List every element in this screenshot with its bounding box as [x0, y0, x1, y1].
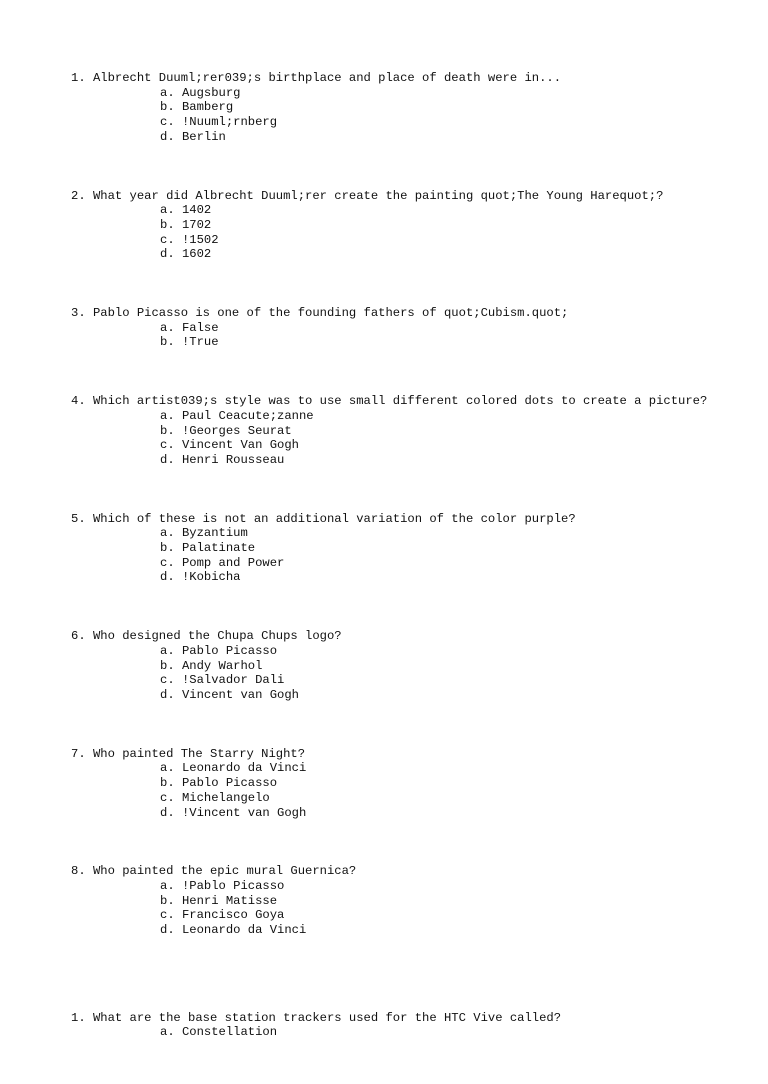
answer-option: d. Henri Rousseau — [160, 452, 285, 467]
question-text: 1. Albrecht Duuml;rer039;s birthplace and place of death were in... — [71, 71, 562, 85]
section-spacer — [71, 982, 711, 1011]
answer-option: c. !Salvador Dali — [160, 673, 285, 688]
answer-option: d. !Kobicha — [160, 570, 241, 585]
question-5 — [71, 512, 711, 586]
quiz-section-art — [71, 71, 711, 938]
answer-option: c. Vincent Van Gogh — [160, 438, 299, 453]
answer-option: b. Andy Warhol — [160, 658, 263, 673]
answer-option: c. Michelangelo — [160, 790, 270, 805]
question-text: 3. Pablo Picasso is one of the founding fathers of quot;Cubism.quot; — [71, 306, 569, 321]
answer-option: a. Leonardo da Vinci — [160, 761, 307, 776]
answer-option: d. Leonardo da Vinci — [160, 923, 307, 938]
answer-option: c. Pomp and Power — [160, 555, 285, 570]
quiz-document — [71, 71, 711, 1084]
question-2 — [71, 189, 711, 263]
answer-option: b. !Georges Seurat — [160, 423, 292, 438]
answer-option: b. Bamberg — [160, 100, 234, 115]
question-text: 7. Who painted The Starry Night? — [71, 746, 306, 761]
answer-option: a. 1402 — [160, 203, 212, 218]
question-6 — [71, 629, 711, 703]
answer-option: b. Pablo Picasso — [160, 776, 278, 791]
answer-option: b. Palatinate — [160, 541, 256, 556]
question-1 — [71, 71, 711, 145]
question-text: 6. Who designed the Chupa Chups logo? — [71, 629, 342, 644]
question-text: 4. Which artist039;s style was to use small different colored dots to create a picture? — [71, 394, 708, 409]
question-text: 8. Who painted the epic mural Guernica? — [71, 864, 357, 879]
answer-option: a. Constellation — [160, 1025, 278, 1040]
answer-option: a. Pablo Picasso — [160, 643, 278, 658]
answer-option: b. Henri Matisse — [160, 893, 278, 908]
answer-option: b. !True — [160, 335, 219, 350]
answer-option: a. !Pablo Picasso — [160, 878, 285, 893]
question-text: 2. What year did Albrecht Duuml;rer create the painting quot;The Young Harequot;? — [71, 188, 664, 203]
answer-option: a. Paul Ceacute;zanne — [160, 408, 314, 423]
question-3 — [71, 306, 711, 350]
answer-option: d. Berlin — [160, 129, 226, 144]
answer-option: d. 1602 — [160, 247, 212, 262]
answer-option: b. 1702 — [160, 217, 212, 232]
answer-option: c. !Nuuml;rnberg — [160, 115, 278, 130]
question-8 — [71, 864, 711, 938]
question-1 — [71, 1011, 711, 1040]
answer-option: c. Francisco Goya — [160, 908, 285, 923]
question-text: 5. Which of these is not an additional variation of the color purple? — [71, 511, 576, 526]
answer-option: a. False — [160, 320, 219, 335]
answer-option: d. Vincent van Gogh — [160, 687, 299, 702]
answer-option: a. Augsburg — [160, 85, 241, 100]
question-text: 1. What are the base station trackers used for the HTC Vive called? — [71, 1010, 562, 1025]
question-7 — [71, 747, 711, 821]
quiz-section-vr — [71, 1011, 711, 1040]
answer-option: c. !1502 — [160, 232, 219, 247]
answer-option: a. Byzantium — [160, 526, 248, 541]
question-4 — [71, 394, 711, 468]
answer-option: d. !Vincent van Gogh — [160, 805, 307, 820]
